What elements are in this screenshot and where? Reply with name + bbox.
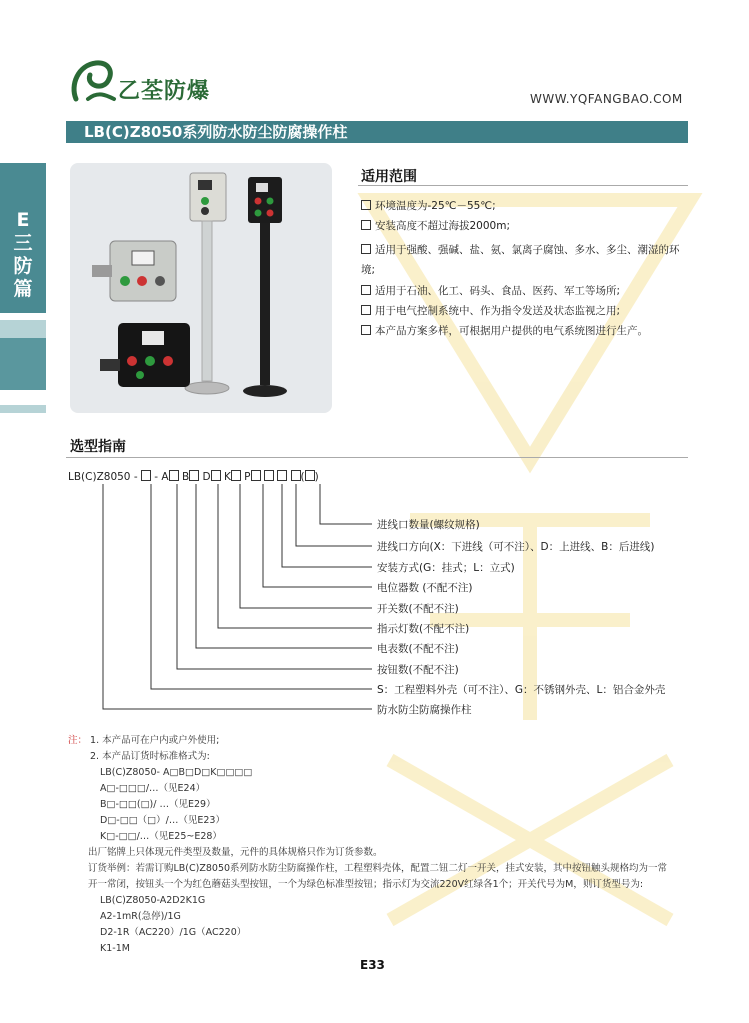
- note-line: B□-□□(□)/ …（见E29）: [100, 799, 216, 810]
- website-url[interactable]: WWW.YQFANGBAO.COM: [530, 92, 683, 106]
- scope-item: 安装高度不超过海拔2000m;: [361, 216, 691, 236]
- note-line: 2. 本产品订货时标准格式为:: [90, 751, 210, 762]
- note-line: LB(C)Z8050- A□B□D□K□□□□: [100, 767, 253, 778]
- option-label: 按钮数(不配不注): [377, 664, 459, 676]
- scope-item: 环境温度为-25℃－55℃;: [361, 196, 691, 216]
- option-label: 电位器数 (不配不注): [377, 582, 473, 594]
- page-number: E33: [360, 958, 385, 972]
- option-label: 电表数(不配不注): [377, 643, 459, 655]
- notes: [68, 733, 667, 957]
- note-line: 开一常闭，按钮头一个为红色蘑菇头型按钮，一个为绿色标准型按钮；指示灯为交流220V红绿各1个；开关代号为M，则订货型号为:: [88, 879, 644, 890]
- option-label: 进线口方向(X：下进线（可不注）、D：上进线、B：后进线): [377, 541, 655, 553]
- brand-name: 乙荃防爆: [118, 79, 211, 104]
- option-label: 安装方式(G：挂式；L：立式): [377, 562, 515, 574]
- note-line: 出厂铭牌上只体现元件类型及数量，元件的具体规格只作为订货参数。: [88, 847, 383, 858]
- note-line: K□-□□/…（见E25~E28）: [100, 831, 222, 842]
- note-line: LB(C)Z8050-A2D2K1G: [100, 895, 206, 906]
- scope-item: 适用于石油、化工、码头、食品、医药、军工等场所;: [361, 281, 691, 301]
- scope-heading: 适用范围: [361, 169, 417, 185]
- scope-item: 适用于强酸、强碱、盐、氨、氯离子腐蚀、多水、多尘、潮湿的环境;: [361, 244, 680, 276]
- guide-heading: 选型指南: [70, 439, 126, 455]
- note-line: A2-1mR(急停)/1G: [100, 911, 181, 922]
- side-tab-label: E三防篇: [13, 209, 33, 300]
- note-line: 注： 1. 本产品可在户内或户外使用;: [68, 735, 220, 746]
- note-line: A□-□□□/…（见E24）: [100, 783, 206, 794]
- note-tag: 注：: [68, 735, 88, 746]
- option-label: S：工程塑料外壳（可不注）、G：不锈钢外壳、L：铝合金外壳: [377, 684, 666, 696]
- option-label: 防水防尘防腐操作柱: [377, 704, 472, 716]
- page-title: LB(C)Z8050系列防水防尘防腐操作柱: [84, 123, 348, 141]
- option-label: 进线口数量(螺纹规格): [377, 519, 480, 531]
- note-line: D□-□□（□）/…（见E23）: [100, 815, 225, 826]
- scope-item: 用于电气控制系统中、作为指令发送及状态监视之用;: [361, 301, 691, 321]
- note-line: 订货举例：若需订购LB(C)Z8050系列防水防尘防腐操作柱，工程塑料壳体，配置二钮二灯一开关，挂式安装，其中按钮触头规格均为一常: [88, 863, 668, 874]
- model-code: LB(C)Z8050 - - A B D K P ( ): [68, 471, 319, 483]
- note-line: D2-1R（AC220）/1G（AC220）: [100, 927, 247, 938]
- option-label: 指示灯数(不配不注): [377, 623, 470, 635]
- option-label: 开关数(不配不注): [377, 603, 459, 615]
- note-line: K1-1M: [100, 943, 130, 954]
- scope-item: 本产品方案多样，可根据用户提供的电气系统图进行生产。: [361, 321, 691, 341]
